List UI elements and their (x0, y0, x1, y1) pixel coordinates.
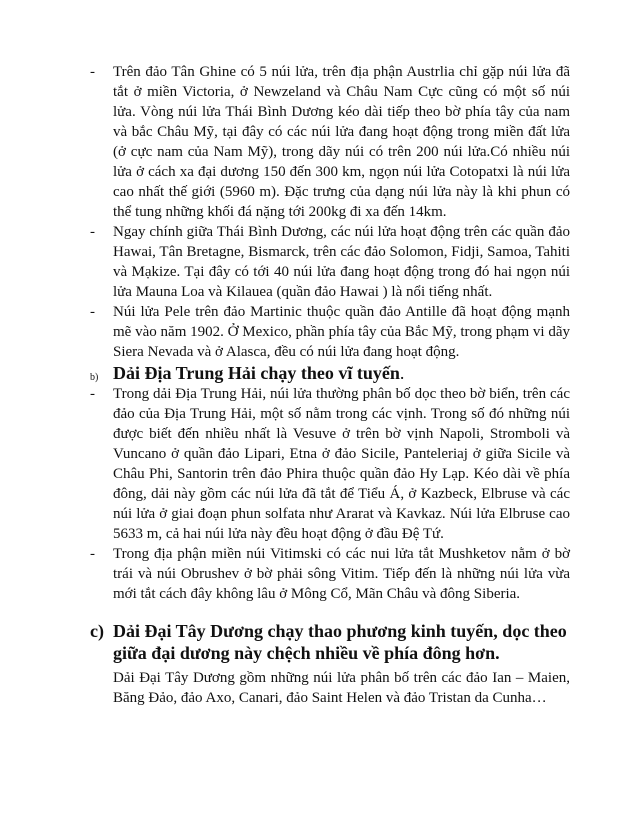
section-c-paragraph (90, 668, 570, 708)
bullet-dash: - (90, 304, 95, 320)
section-b-heading (90, 362, 570, 384)
bullet-dash: - (90, 386, 95, 402)
list-item (90, 222, 570, 302)
section-c-heading (90, 620, 570, 664)
section-marker: c) (90, 621, 104, 641)
paragraph-text: Trong địa phận miền núi Vitimski có các nui lửa tắt Mushketov nằm ở bờ trái và núi Obrushev ở bờ phải sông Vitim. Tiếp đến là những núi lửa vừa mới tắt cách đây không lâu ở Mông Cổ, Mãn Châu và đông Siberia. (113, 546, 570, 602)
document-content (90, 62, 570, 708)
section-b-suffix: . (399, 363, 405, 383)
paragraph-text: Trong dải Địa Trung Hải, núi lửa thường phân bố dọc theo bờ biển, trên các đảo của Địa Trung Hải, một số nằm trong các vịnh. Trong số đó những núi được biết đến nhiều nhất là Vesuve ở trên bờ vịnh Napoli, Stromboli và Vuncano ở quần đảo Lipari, Etna ở đảo Sicile, Panteleriaj ở giữa Sicile và Châu Phi, Santorin trên đảo Phira thuộc quần đảo Hy Lạp. Kéo dài về phía đông, dải này gồm các núi lửa đã tắt để Tiểu Á, ở Kazbeck, Elbruse và các núi lửa ở giai đoạn phun solfata như Ararat và Kavkaz. Núi lửa Elbruse cao 5633 m, cả hai núi lửa này đều hoạt động ở đầu Đệ Tứ. (113, 386, 570, 542)
bullet-dash: - (90, 546, 95, 562)
paragraph-text: Trên đảo Tân Ghine có 5 núi lửa, trên địa phận Austrlia chỉ gặp núi lửa đã tắt ở miền Victoria, ở Newzeland và Châu Nam Cực cũng có một số núi lửa. Vòng núi lửa Thái Bình Dương kéo dài tiếp theo bờ phía tây của nam và bắc Châu Mỹ, tại đây có các núi lửa đang hoạt động trong miền đất lửa (ở cực nam của Nam Mỹ), trong dãy núi có trên 200 núi lửa.Có nhiều núi lửa ở cách xa đại dương 150 đến 300 km, ngọn núi lửa Cotopatxi là núi lửa cao nhất thế giới (5960 m). Đặc trưng của dạng núi lửa này là khi phun có thể tung những khối đá nặng tới 200kg đi xa đến 14km. (113, 64, 570, 220)
list-item (90, 62, 570, 222)
list-item (90, 384, 570, 544)
list-item (90, 302, 570, 362)
paragraph-text: Dải Đại Tây Dương gồm những núi lửa phân bố trên các đảo Ian – Maien, Băng Đảo, đảo Axo, Canari, đảo Saint Helen và đảo Tristan da Cunha… (113, 670, 570, 706)
paragraph-text: Núi lửa Pele trên đảo Martinic thuộc quần đảo Antille đã hoạt động mạnh mẽ vào năm 1902. Ở Mexico, phần phía tây của Bắc Mỹ, trong phạm vi dãy Siera Nevada và ở Alasca, đều có núi lửa đang hoạt động. (113, 304, 570, 360)
section-title (113, 362, 570, 384)
section-c-title: Dải Đại Tây Dương chạy thao phương kinh tuyến, dọc theo giữa đại dương này chệch nhiều về phía đông hơn. (113, 621, 567, 663)
bullet-dash: - (90, 64, 95, 80)
section-b-title: Dải Địa Trung Hải chạy theo vĩ tuyến (113, 363, 400, 383)
list-item (90, 544, 570, 604)
bullet-dash: - (90, 224, 95, 240)
section-marker: b) (90, 372, 99, 383)
paragraph-text: Ngay chính giữa Thái Bình Dương, các núi lửa hoạt động trên các quần đảo Hawai, Tân Bretagne, Bismarck, trên các đảo Solomon, Fidji, Samoa, Tahiti và Mạkize. Tại đây có tới 40 núi lửa đang hoạt động trong đó hai ngọn núi lửa Mauna Loa và Kilauea (quần đảo Hawai ) là nổi tiếng nhất. (113, 224, 570, 300)
